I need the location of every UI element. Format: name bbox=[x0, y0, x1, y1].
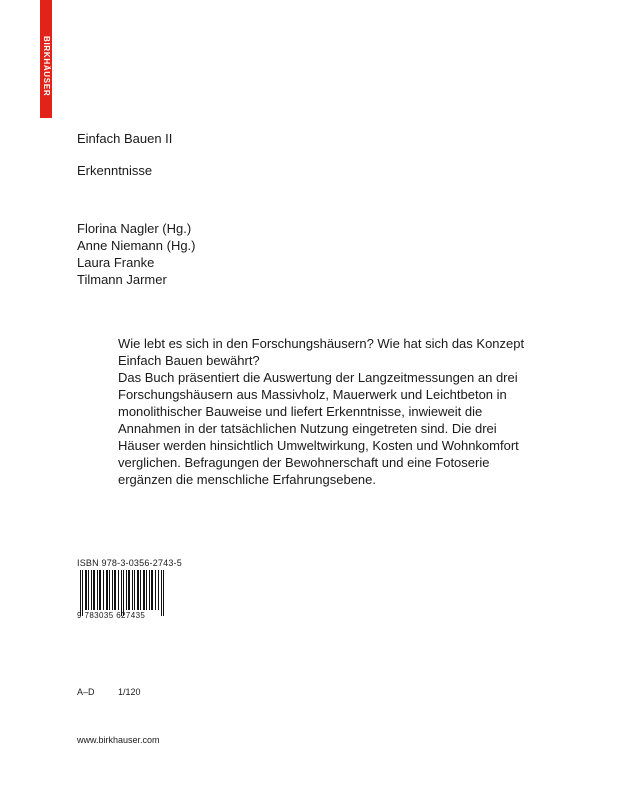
language-code: A–D bbox=[77, 687, 95, 697]
author-list bbox=[77, 220, 196, 288]
author-item: Laura Franke bbox=[77, 255, 155, 270]
author-item: Anne Niemann (Hg.) bbox=[77, 238, 196, 253]
publisher-name: BIRKHÄUSER bbox=[42, 36, 51, 97]
author-item: Tilmann Jarmer bbox=[77, 272, 167, 287]
book-title: Einfach Bauen II bbox=[77, 131, 173, 146]
isbn-label: ISBN 978-3-0356-2743-5 bbox=[77, 558, 182, 568]
website-url: www.birkhauser.com bbox=[77, 735, 160, 745]
book-subtitle: Erkenntnisse bbox=[77, 163, 153, 178]
barcode-number: 9 783035 627435 bbox=[77, 611, 146, 620]
publisher-logo bbox=[40, 36, 52, 116]
book-blurb: Wie lebt es sich in den Forschungshäusern? Wie hat sich das Konzept Einfach Bauen bewährt? Das Buch präsentiert die Auswertung der Langzeitmessungen an drei Forschungshäusern aus Massivholz, Mauerwerk und Leichtbeton in monolithischer Bauweise und liefert Erkenntnisse, inwieweit die Annahmen in der tatsächlichen Nutzung eingetreten sind. Die drei Häuser werden hinsichtlich Umweltwirkung, Kosten und Wohnkomfort verglichen. Befragungen der Bewohnerschaft und eine Fotoserie ergänzen die menschliche Erfahrungsebene. bbox=[118, 336, 525, 487]
price-code: 1/120 bbox=[118, 687, 141, 697]
author-item: Florina Nagler (Hg.) bbox=[77, 221, 192, 236]
